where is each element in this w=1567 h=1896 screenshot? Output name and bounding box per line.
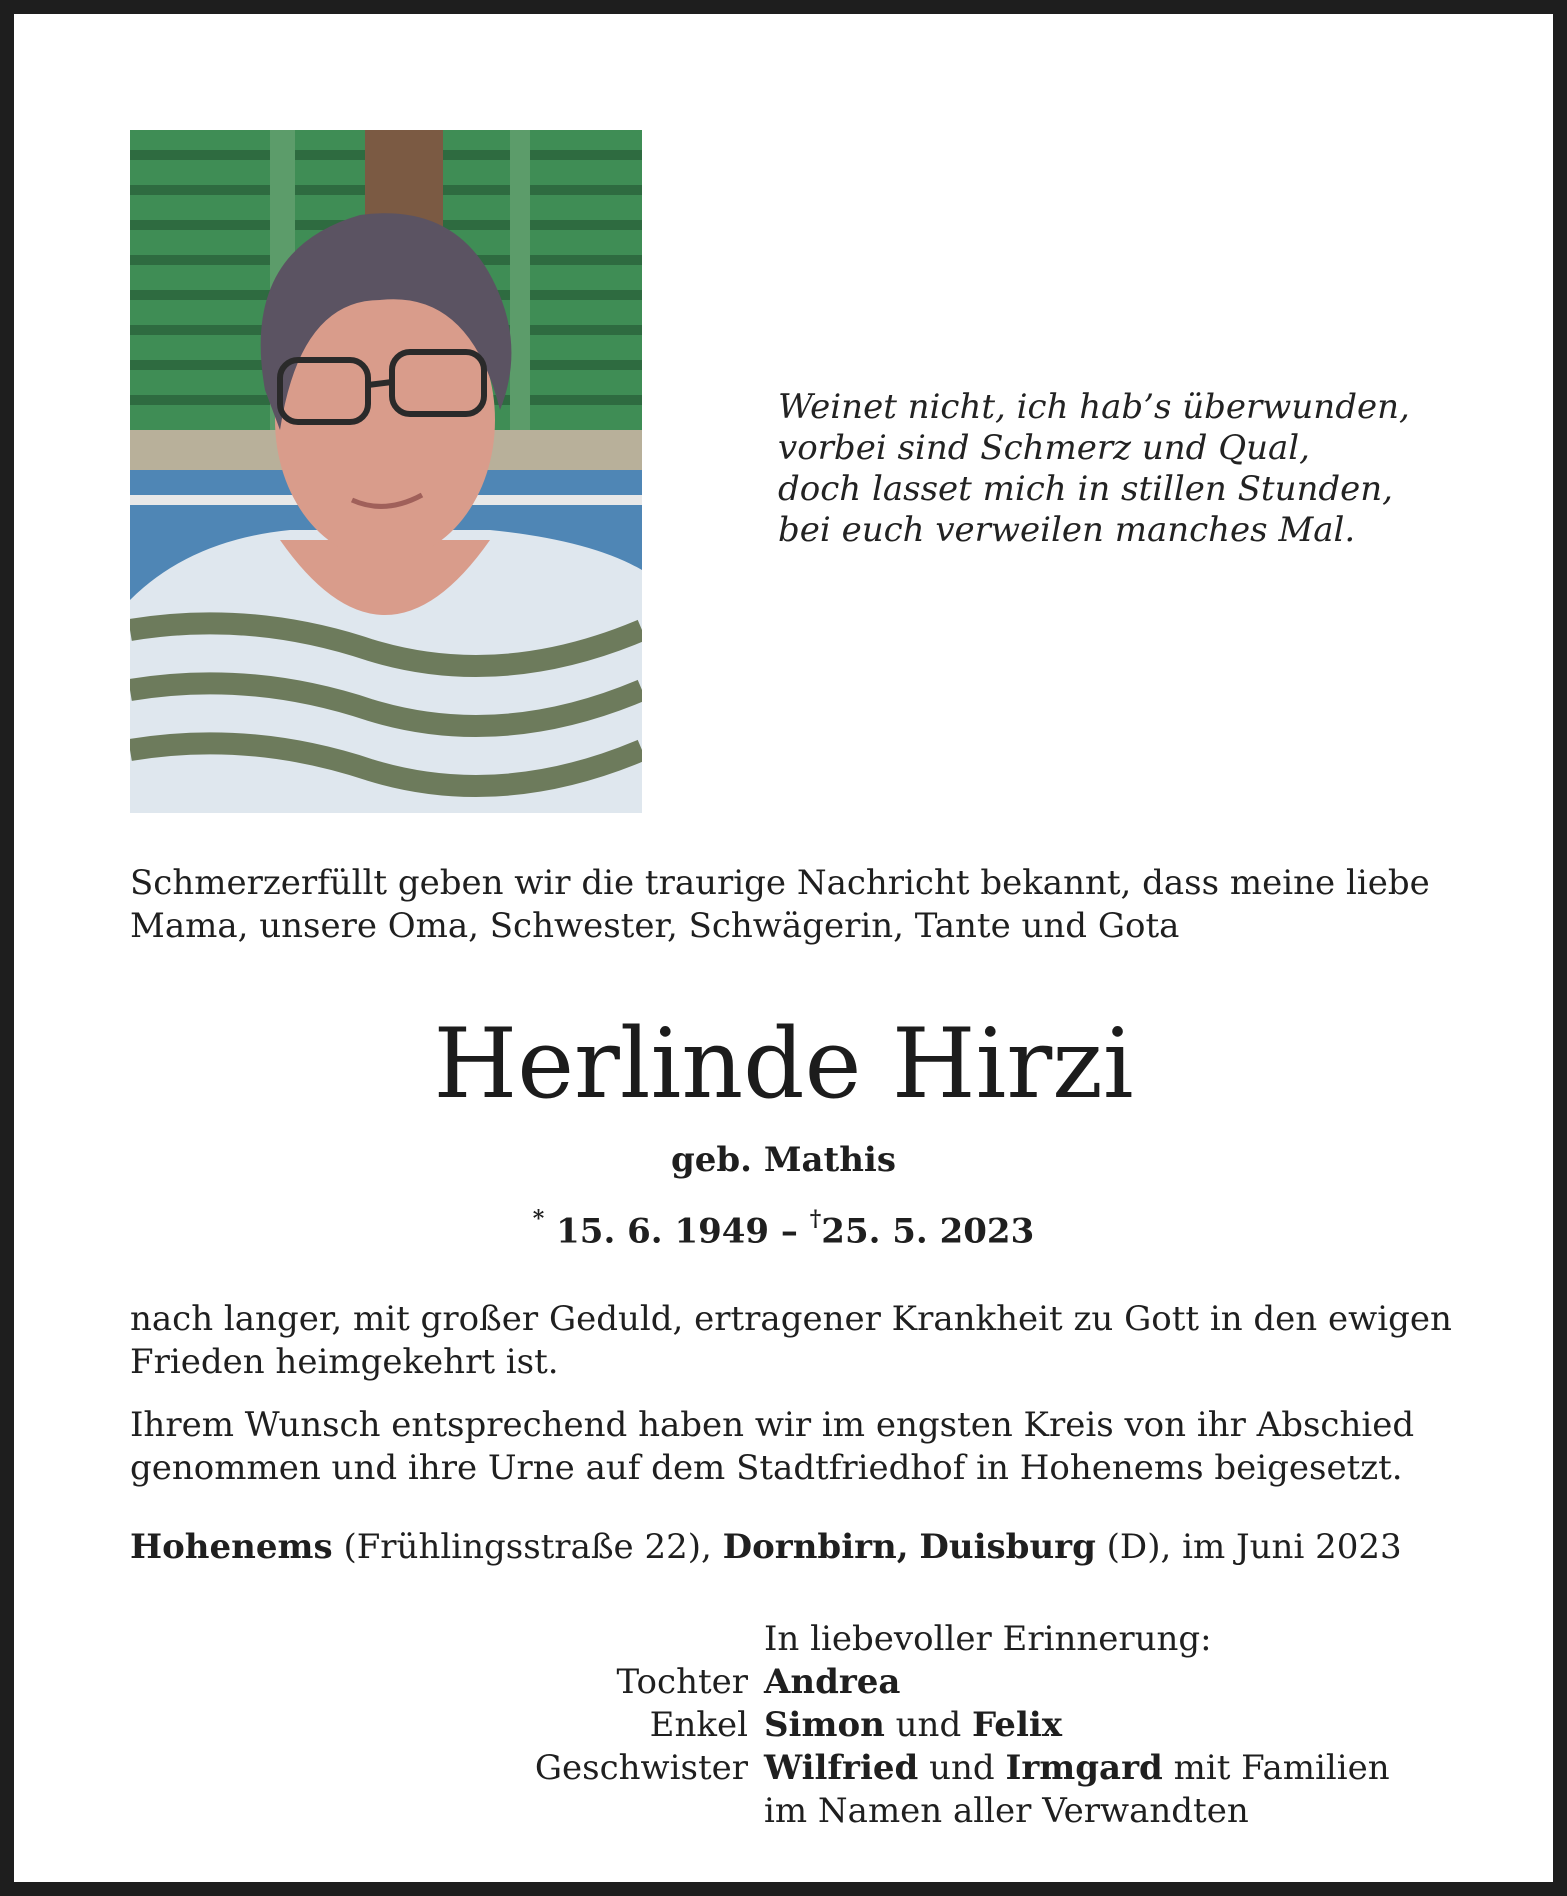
poem-line: vorbei sind Schmerz und Qual, xyxy=(778,428,1310,468)
place-dornbirn: Dornbirn, xyxy=(722,1527,909,1567)
siblings-label: Geschwister xyxy=(534,1748,748,1788)
grandchild-name: Felix xyxy=(972,1705,1063,1745)
paragraph-line: Frieden heimgekehrt ist. xyxy=(130,1342,559,1382)
signoff-heading-row xyxy=(484,1618,1464,1661)
sibling-name: Wilfried xyxy=(764,1748,919,1788)
death-date: 25. 5. 2023 xyxy=(821,1211,1035,1252)
grandchild-name: Simon xyxy=(764,1705,885,1745)
passing-paragraph xyxy=(130,1298,1460,1384)
relatives-row xyxy=(484,1790,1464,1833)
daughter-name: Andrea xyxy=(764,1662,901,1702)
portrait-photo xyxy=(130,130,642,813)
family-signoff xyxy=(484,1618,1464,1833)
intro-line: Mama, unsere Oma, Schwester, Schwägerin, Tante und Gota xyxy=(130,906,1180,946)
birth-symbol: * xyxy=(532,1206,545,1232)
conjunction: und xyxy=(895,1705,962,1745)
date-text: im Juni 2023 xyxy=(1182,1527,1402,1567)
with-families: mit Familien xyxy=(1173,1748,1390,1788)
conjunction: und xyxy=(929,1748,995,1788)
country: (D), xyxy=(1106,1527,1172,1567)
sibling-name: Irmgard xyxy=(1005,1748,1163,1788)
place-duisburg: Duisburg xyxy=(919,1527,1096,1567)
siblings-row xyxy=(484,1747,1464,1790)
daughter-row xyxy=(484,1661,1464,1704)
on-behalf-text: im Namen aller Verwandten xyxy=(764,1791,1249,1831)
maiden-name: geb. Mathis xyxy=(670,1140,896,1180)
deceased-name: Herlinde Hirzi xyxy=(433,1008,1134,1120)
daughter-label: Tochter xyxy=(616,1662,748,1702)
death-symbol: † xyxy=(809,1206,822,1232)
life-dates xyxy=(14,1201,1553,1253)
announcement-intro xyxy=(130,862,1460,948)
address: (Frühlingsstraße 22), xyxy=(343,1527,712,1567)
burial-paragraph xyxy=(130,1404,1460,1490)
paragraph-line: Ihrem Wunsch entsprechend haben wir im engsten Kreis von ihr Abschied xyxy=(130,1405,1415,1445)
poem-line: bei euch verweilen manches Mal. xyxy=(778,510,1356,550)
grandchildren-label: Enkel xyxy=(649,1705,748,1745)
portrait-illustration xyxy=(130,130,642,813)
poem-line: doch lasset mich in stillen Stunden, xyxy=(778,469,1393,509)
date-separator: – xyxy=(780,1211,798,1252)
poem-line: Weinet nicht, ich hab’s überwunden, xyxy=(778,387,1410,427)
birth-date: 15. 6. 1949 xyxy=(556,1211,770,1252)
paragraph-line: nach langer, mit großer Geduld, ertragener Krankheit zu Gott in den ewigen xyxy=(130,1299,1452,1339)
paragraph-line: genommen und ihre Urne auf dem Stadtfriedhof in Hohenems beigesetzt. xyxy=(130,1448,1403,1488)
grandchildren-row xyxy=(484,1704,1464,1747)
intro-line: Schmerzerfüllt geben wir die traurige Nachricht bekannt, dass meine liebe xyxy=(130,863,1430,903)
place-hohenems: Hohenems xyxy=(130,1527,333,1567)
signoff-heading: In liebevoller Erinnerung: xyxy=(764,1619,1212,1659)
places-and-date xyxy=(130,1526,1460,1569)
poem-verse xyxy=(778,387,1478,551)
